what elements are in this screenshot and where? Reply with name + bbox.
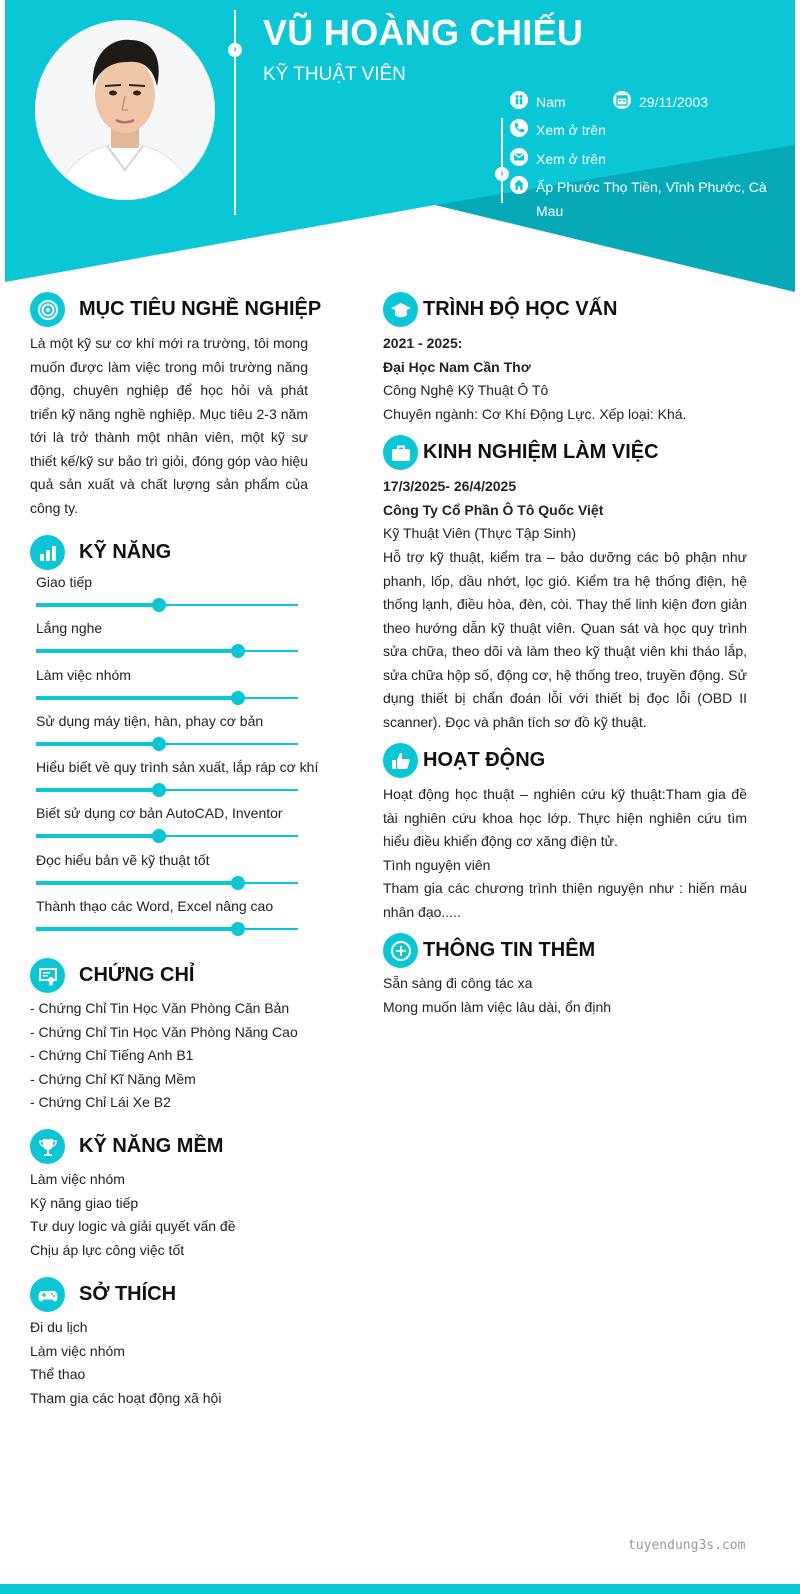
- activities-text: [383, 783, 747, 924]
- gamepad-icon: [30, 1277, 65, 1312]
- education-title: TRÌNH ĐỘ HỌC VẤN: [423, 298, 618, 320]
- header-divider: [234, 10, 236, 215]
- extra-info-title: THÔNG TIN THÊM: [423, 939, 596, 961]
- objective-title: MỤC TIÊU NGHỀ NGHIỆP: [79, 298, 322, 320]
- trophy-icon: [30, 1129, 65, 1164]
- skills-heading: [30, 535, 171, 570]
- skill-fill: [36, 834, 159, 838]
- birthdate-value: 29/11/2003: [639, 94, 709, 110]
- skill-item: [36, 667, 298, 713]
- list-item: Làm việc nhóm: [30, 1342, 125, 1359]
- skills-title: KỸ NĂNG: [79, 541, 172, 563]
- hobbies-title: SỞ THÍCH: [79, 1283, 177, 1305]
- skill-item: [36, 713, 298, 759]
- list-item: Đi du lịch: [30, 1319, 88, 1335]
- list-item: - Chứng Chỉ Lái Xe B2: [30, 1094, 171, 1110]
- skill-fill: [36, 742, 159, 746]
- phone-value: Xem ở trên: [536, 122, 606, 138]
- extra-info-list: [383, 972, 611, 1019]
- skill-item: [36, 805, 298, 851]
- certificate-icon: [30, 958, 65, 993]
- experience-heading: [383, 435, 659, 470]
- birthdate-info: [613, 90, 708, 114]
- skills-list: [36, 574, 319, 944]
- portrait-image: [35, 20, 215, 200]
- bar-chart-icon: [30, 535, 65, 570]
- watermark: tuyendung3s.com: [628, 1538, 746, 1553]
- list-item: Mong muốn làm việc lâu dài, ổn định: [383, 998, 612, 1015]
- certificates-list: [30, 997, 298, 1115]
- extra-info-heading: [383, 933, 595, 968]
- phone-info: [510, 118, 606, 142]
- skill-item: [36, 620, 298, 666]
- education-content: [383, 332, 686, 426]
- skill-label: Sử dụng máy tiện, hàn, phay cơ bản: [36, 712, 264, 729]
- skill-knob: [231, 691, 245, 705]
- skill-fill: [36, 788, 159, 792]
- hobbies-heading: [30, 1277, 176, 1312]
- activities-heading: [383, 743, 545, 778]
- skill-label: Lắng nghe: [36, 620, 103, 637]
- education-heading: [383, 292, 617, 327]
- skill-knob: [152, 829, 166, 843]
- home-icon: [510, 176, 528, 194]
- graduation-cap-icon: [383, 292, 418, 327]
- list-item: - Chứng Chỉ Kĩ Năng Mềm: [30, 1070, 196, 1087]
- skill-knob: [152, 737, 166, 751]
- chevron-right-icon: ›: [495, 167, 509, 181]
- job-title: KỸ THUẬT VIÊN: [263, 64, 406, 85]
- skill-fill: [36, 927, 238, 931]
- skill-knob: [152, 783, 166, 797]
- thumbs-up-icon: [383, 743, 418, 778]
- address-value: Ấp Phước Thọ Tiền, Vĩnh Phước, Cà Mau: [536, 179, 767, 219]
- skill-item: [36, 898, 298, 944]
- target-icon: [30, 292, 65, 327]
- skill-item: [36, 574, 298, 620]
- skill-label: Đọc hiểu bản vẽ kỹ thuật tốt: [36, 851, 210, 868]
- experience-company: Công Ty Cổ Phần Ô Tô Quốc Việt: [383, 501, 604, 518]
- activity-research: Hoạt động học thuật – nghiên cứu kỹ thuật:Tham gia đề tài nghiên cứu khoa học lớp. Thực hiện nghiên cứu tìm hiểu điều khiển động cơ xăng điện tử.: [383, 786, 747, 849]
- chevron-right-icon: ›: [228, 43, 242, 57]
- experience-position: Kỹ Thuật Viên (Thực Tập Sinh): [383, 525, 577, 541]
- skill-label: Giao tiếp: [36, 574, 93, 590]
- email-value: Xem ở trên: [536, 151, 606, 167]
- calendar-icon: [613, 91, 631, 109]
- gender-value: Nam: [536, 94, 566, 110]
- skill-fill: [36, 649, 238, 653]
- list-item: Làm việc nhóm: [30, 1171, 125, 1187]
- list-item: Tham gia các hoạt động xã hội: [30, 1389, 222, 1406]
- soft-skills-list: [30, 1168, 236, 1262]
- experience-title: KINH NGHIỆM LÀM VIỆC: [423, 441, 659, 463]
- candidate-name: VŨ HOÀNG CHIẾU: [263, 12, 584, 53]
- list-item: Tư duy logic và giải quyết vấn đề: [30, 1218, 236, 1234]
- hobbies-list: [30, 1316, 221, 1410]
- activity-charity: Tham gia các chương trình thiện nguyện như : hiến máu nhân đạo.....: [383, 880, 747, 920]
- gender-icon: [510, 91, 528, 109]
- list-item: - Chứng Chỉ Tin Học Văn Phòng Năng Cao: [30, 1023, 298, 1040]
- skill-knob: [231, 922, 245, 936]
- soft-skills-heading: [30, 1129, 223, 1164]
- plus-circle-icon: [383, 933, 418, 968]
- briefcase-icon: [383, 435, 418, 470]
- skill-knob: [231, 876, 245, 890]
- list-item: Chịu áp lực công việc tốt: [30, 1241, 185, 1258]
- address-info: [510, 175, 770, 223]
- skill-item: [36, 759, 319, 805]
- list-item: Kỹ năng giao tiếp: [30, 1194, 139, 1211]
- education-major: Công Nghệ Kỹ Thuật Ô Tô: [383, 382, 549, 398]
- skill-fill: [36, 603, 159, 607]
- experience-period: 17/3/2025- 26/4/2025: [383, 478, 517, 494]
- soft-skills-title: KỸ NĂNG MỀM: [79, 1135, 224, 1157]
- skill-knob: [152, 598, 166, 612]
- experience-description: Hỗ trợ kỹ thuật, kiểm tra – bảo dưỡng các bộ phận như phanh, lốp, dầu nhớt, lọc gió. Kiểm tra hệ thống điện, hệ thống lạnh, điều hòa, đèn, còi. Thay thế linh kiện đơn giản theo hướng dẫn kỹ thuật viên. Quan sát và học quy trình sửa chữa, theo dõi và làm theo kỹ thuật viên khi tháo lắp, sửa chữa hộp số, động cơ, hệ thống treo, truyền động. Sử dụng thiết bị chẩn đoán lỗi với thiết bị đọc lỗi (OBD II scanner). Đọc và phân tích sơ đồ kỹ thuật.: [383, 549, 747, 730]
- objective-heading: [30, 292, 321, 327]
- email-icon: [510, 148, 528, 166]
- skill-label: Biết sử dụng cơ bản AutoCAD, Inventor: [36, 805, 283, 822]
- skill-fill: [36, 696, 238, 700]
- certificates-title: CHỨNG CHỈ: [79, 964, 195, 986]
- education-school: Đại Học Nam Cần Thơ: [383, 358, 531, 375]
- list-item: Thể thao: [30, 1366, 86, 1382]
- info-divider: [501, 118, 503, 203]
- certificates-heading: [30, 958, 194, 993]
- activity-volunteer: Tình nguyện viên: [383, 856, 491, 873]
- email-info: [510, 147, 606, 171]
- experience-meta: [383, 475, 603, 546]
- phone-icon: [510, 119, 528, 137]
- activities-title: HOẠT ĐỘNG: [423, 749, 546, 771]
- list-item: - Chứng Chỉ Tiếng Anh B1: [30, 1047, 194, 1063]
- skill-label: Hiểu biết về quy trình sản xuất, lắp ráp cơ khí: [36, 759, 319, 776]
- education-period: 2021 - 2025:: [383, 335, 463, 351]
- list-item: Sẵn sàng đi công tác xa: [383, 975, 533, 991]
- gender-info: [510, 90, 566, 114]
- objective-text: Là một kỹ sư cơ khí mới ra trường, tôi mong muốn được làm việc trong môi trường năng động, chuyên nghiệp để học hỏi và phát triển kỹ năng nghề nghiệp. Mục tiêu 2-3 năm tới là trở thành một nhân viên, một kỹ sư thiết kế/kỹ sư bảo trì giỏi, đóng góp vào hiệu quả sản xuất và chất lượng sản phẩm của công ty.: [30, 335, 308, 516]
- cv-header: [5, 0, 795, 300]
- skill-label: Thành thạo các Word, Excel nâng cao: [36, 898, 274, 915]
- education-detail: Chuyên ngành: Cơ Khí Động Lực. Xếp loại: Khá.: [383, 405, 687, 422]
- footer-bar: [0, 1584, 800, 1594]
- skill-fill: [36, 881, 238, 885]
- avatar: [35, 20, 215, 200]
- list-item: - Chứng Chỉ Tin Học Văn Phòng Căn Bản: [30, 1000, 290, 1016]
- skill-label: Làm việc nhóm: [36, 666, 131, 683]
- skill-item: [36, 852, 298, 898]
- skill-knob: [231, 644, 245, 658]
